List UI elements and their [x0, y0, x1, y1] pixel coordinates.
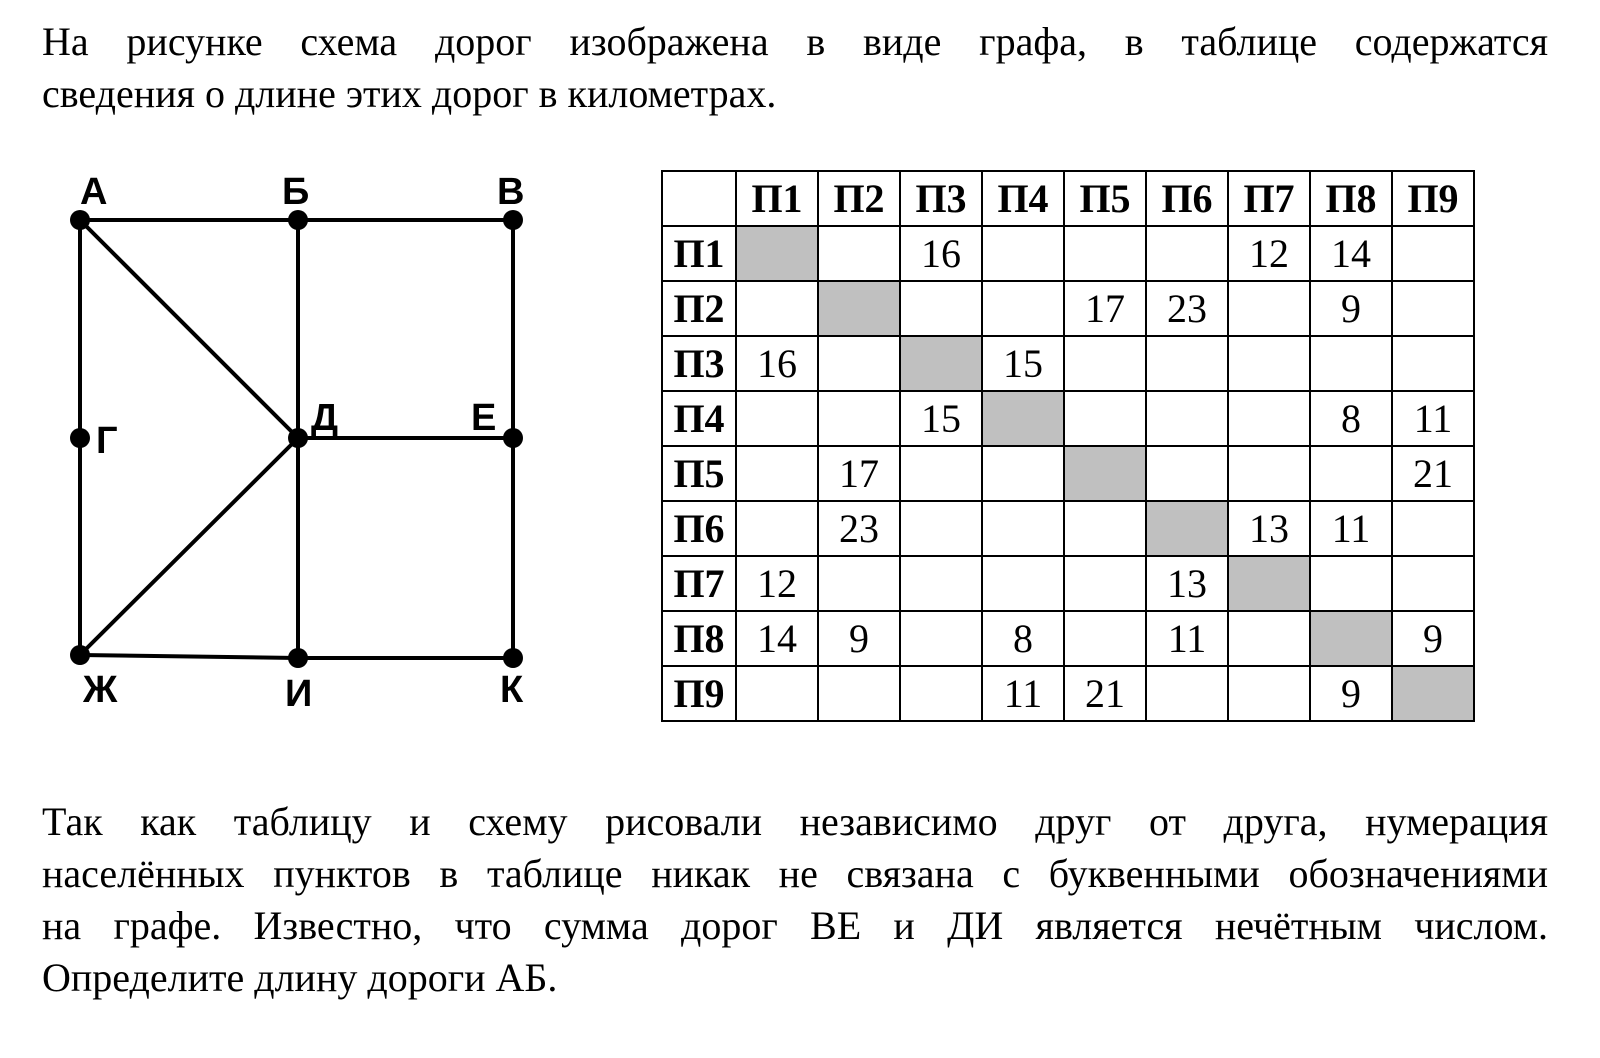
row-header: П3 — [662, 336, 736, 391]
diagonal-cell — [818, 281, 900, 336]
distance-cell — [818, 336, 900, 391]
distance-cell: 17 — [1064, 281, 1146, 336]
distance-cell: 21 — [1064, 666, 1146, 721]
diagonal-cell — [1310, 611, 1392, 666]
vertex-Zh — [70, 645, 90, 665]
distance-cell: 9 — [1310, 666, 1392, 721]
column-header: П3 — [900, 171, 982, 226]
distance-cell — [736, 446, 818, 501]
distance-cell: 12 — [736, 556, 818, 611]
distance-cell: 14 — [1310, 226, 1392, 281]
table-row — [662, 556, 1474, 611]
diagonal-cell — [900, 336, 982, 391]
distance-cell — [1146, 336, 1228, 391]
distance-cell — [1064, 391, 1146, 446]
distance-cell — [818, 226, 900, 281]
distance-cell — [1228, 611, 1310, 666]
diagonal-cell — [1146, 501, 1228, 556]
distance-cell: 13 — [1146, 556, 1228, 611]
intro-line: На рисунке схема дорог изображена в виде графа, в таблице содержатся — [42, 19, 1548, 64]
distance-cell — [1064, 336, 1146, 391]
distance-cell — [736, 666, 818, 721]
distance-cell — [900, 281, 982, 336]
distance-cell — [982, 226, 1064, 281]
distance-cell: 8 — [982, 611, 1064, 666]
distance-cell: 8 — [1310, 391, 1392, 446]
question-line: Так как таблицу и схему рисовали независимо друг от друга, нумерация — [42, 799, 1548, 844]
diagonal-cell — [1392, 666, 1474, 721]
table-row — [662, 446, 1474, 501]
distance-cell — [1228, 446, 1310, 501]
table-row — [662, 391, 1474, 446]
table-corner-cell — [662, 171, 736, 226]
column-header: П9 — [1392, 171, 1474, 226]
vertex-label-Zh: Ж — [83, 669, 118, 711]
column-header: П5 — [1064, 171, 1146, 226]
vertex-V — [503, 210, 523, 230]
distance-cell — [982, 446, 1064, 501]
column-header: П2 — [818, 171, 900, 226]
vertex-label-V: В — [497, 171, 525, 213]
distance-cell — [1064, 226, 1146, 281]
distance-cell — [1228, 391, 1310, 446]
diagonal-cell — [1228, 556, 1310, 611]
table-row — [662, 226, 1474, 281]
vertex-I — [288, 648, 308, 668]
distance-cell — [736, 281, 818, 336]
distance-cell — [1310, 556, 1392, 611]
distance-cell — [1228, 666, 1310, 721]
row-header: П5 — [662, 446, 736, 501]
distance-cell: 16 — [900, 226, 982, 281]
distance-cell — [900, 501, 982, 556]
row-header: П8 — [662, 611, 736, 666]
distance-cell — [1064, 501, 1146, 556]
distance-cell: 12 — [1228, 226, 1310, 281]
table-row — [662, 336, 1474, 391]
table-row — [662, 501, 1474, 556]
distance-cell — [900, 446, 982, 501]
distance-cell — [1064, 611, 1146, 666]
distance-cell — [900, 611, 982, 666]
row-header: П9 — [662, 666, 736, 721]
vertex-label-E: Е — [471, 397, 497, 439]
diagonal-cell — [982, 391, 1064, 446]
vertex-label-D: Д — [311, 397, 339, 439]
table-row — [662, 281, 1474, 336]
distance-cell — [1146, 446, 1228, 501]
distance-cell — [1392, 226, 1474, 281]
distance-table — [661, 170, 1475, 722]
distance-cell — [736, 501, 818, 556]
row-header: П4 — [662, 391, 736, 446]
edge-A-D — [80, 220, 298, 438]
vertex-B — [288, 210, 308, 230]
distance-cell — [1146, 391, 1228, 446]
vertex-label-G: Г — [96, 420, 118, 462]
distance-cell: 11 — [1310, 501, 1392, 556]
distance-cell: 11 — [982, 666, 1064, 721]
distance-cell — [900, 666, 982, 721]
distance-cell: 9 — [818, 611, 900, 666]
distance-cell — [1064, 556, 1146, 611]
distance-cell — [1392, 281, 1474, 336]
vertex-label-B: Б — [282, 171, 310, 213]
distance-cell: 16 — [736, 336, 818, 391]
road-graph — [0, 150, 600, 750]
distance-cell: 9 — [1310, 281, 1392, 336]
intro-paragraph — [42, 16, 1548, 120]
distance-cell: 11 — [1392, 391, 1474, 446]
question-line: населённых пунктов в таблице никак не связана с буквенными обозначениями — [42, 851, 1548, 896]
distance-cell — [818, 391, 900, 446]
distance-cell — [1228, 281, 1310, 336]
column-header: П6 — [1146, 171, 1228, 226]
distance-cell: 11 — [1146, 611, 1228, 666]
distance-cell — [982, 556, 1064, 611]
row-header: П2 — [662, 281, 736, 336]
column-header: П8 — [1310, 171, 1392, 226]
distance-cell: 17 — [818, 446, 900, 501]
diagonal-cell — [1064, 446, 1146, 501]
distance-cell — [1310, 336, 1392, 391]
vertex-A — [70, 210, 90, 230]
table-body — [662, 226, 1474, 721]
table-row — [662, 611, 1474, 666]
distance-cell — [1392, 336, 1474, 391]
column-header: П7 — [1228, 171, 1310, 226]
vertex-K — [503, 648, 523, 668]
vertex-E — [503, 428, 523, 448]
distance-cell — [818, 556, 900, 611]
column-header: П1 — [736, 171, 818, 226]
distance-cell: 23 — [818, 501, 900, 556]
distance-cell: 13 — [1228, 501, 1310, 556]
column-header: П4 — [982, 171, 1064, 226]
distance-cell — [982, 501, 1064, 556]
row-header: П7 — [662, 556, 736, 611]
edge-Zh-I — [80, 655, 298, 658]
intro-line: сведения о длине этих дорог в километрах. — [42, 71, 777, 116]
question-line: Определите длину дороги АБ. — [42, 955, 558, 1000]
distance-cell — [736, 391, 818, 446]
distance-cell: 9 — [1392, 611, 1474, 666]
distance-cell — [1392, 501, 1474, 556]
distance-cell: 15 — [900, 391, 982, 446]
distance-cell: 23 — [1146, 281, 1228, 336]
distance-cell — [1146, 226, 1228, 281]
diagonal-cell — [736, 226, 818, 281]
row-header: П1 — [662, 226, 736, 281]
row-header: П6 — [662, 501, 736, 556]
table-header-row — [662, 171, 1474, 226]
edge-Zh-D — [80, 438, 298, 655]
distance-cell — [900, 556, 982, 611]
table-row — [662, 666, 1474, 721]
vertex-G — [70, 428, 90, 448]
distance-cell — [1146, 666, 1228, 721]
distance-cell — [1310, 446, 1392, 501]
distance-cell: 21 — [1392, 446, 1474, 501]
vertex-label-K: К — [500, 669, 524, 711]
question-line: на графе. Известно, что сумма дорог ВЕ и ДИ является нечётным числом. — [42, 903, 1548, 948]
distance-cell: 14 — [736, 611, 818, 666]
distance-cell — [982, 281, 1064, 336]
vertex-label-A: А — [80, 171, 108, 213]
vertex-label-I: И — [285, 673, 313, 715]
distance-cell — [1392, 556, 1474, 611]
distance-cell: 15 — [982, 336, 1064, 391]
question-paragraph — [42, 796, 1548, 1004]
distance-cell — [818, 666, 900, 721]
vertex-D — [288, 428, 308, 448]
distance-cell — [1228, 336, 1310, 391]
